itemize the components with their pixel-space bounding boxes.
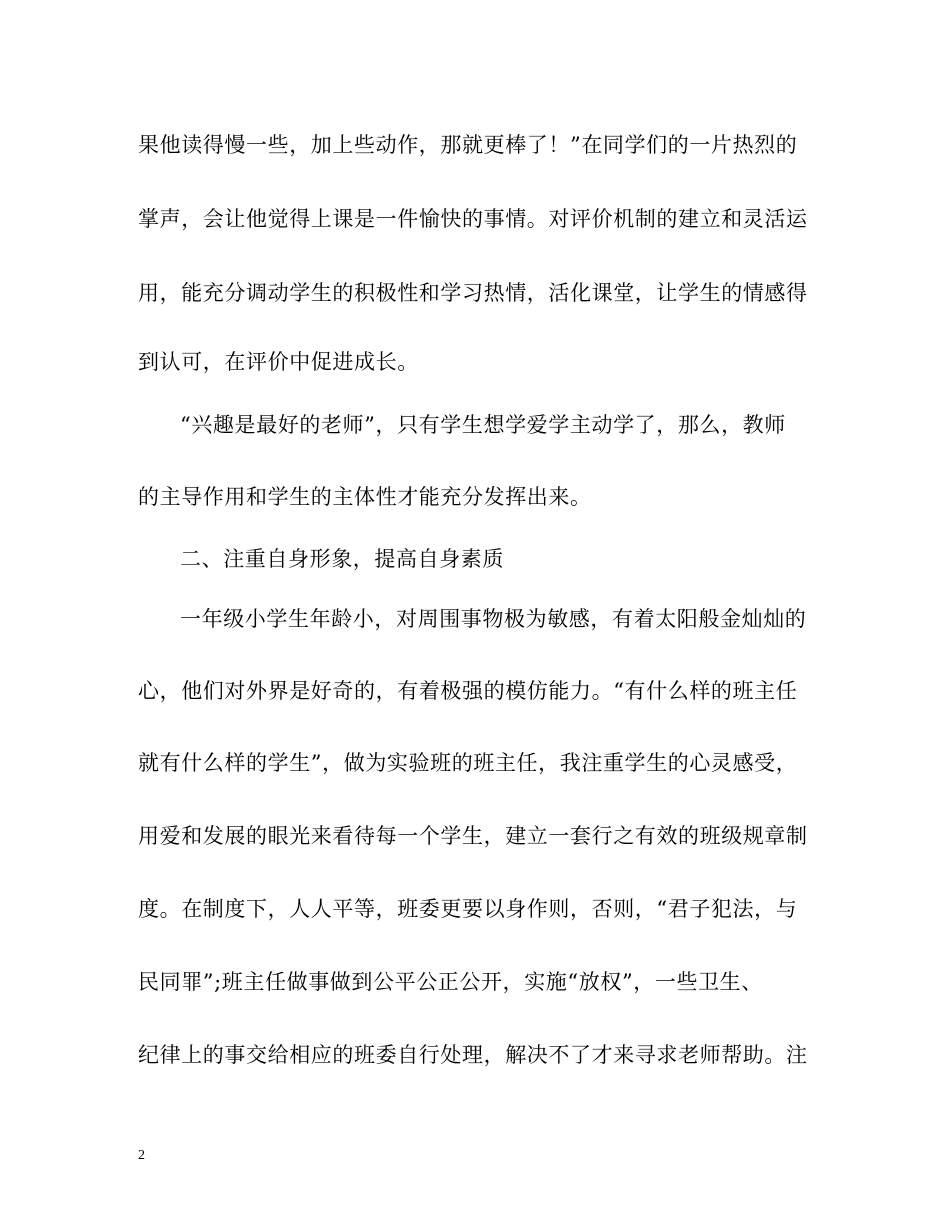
- text-line: 用爱和发展的眼光来看待每一个学生，建立一套行之有效的班级规章制: [138, 824, 808, 848]
- text-line: 到认可，在评价中促进成长。: [138, 350, 419, 374]
- text-line: 用，能充分调动学生的积极性和学习热情，活化课堂，让学生的情感得: [138, 281, 808, 305]
- text-line: 纪律上的事交给相应的班委自行处理，解决不了才来寻求老师帮助。注: [138, 1043, 808, 1067]
- text-line: 度。在制度下，人人平等，班委更要以身作则，否则，“君子犯法，与: [138, 897, 798, 921]
- text-line: 的主导作用和学生的主体性才能充分发挥出来。: [138, 485, 592, 509]
- page-number: 2: [138, 1148, 145, 1163]
- text-line: 果他读得慢一些，加上些动作，那就更棒了！”在同学们的一片热烈的: [138, 133, 798, 157]
- text-line: 掌声，会让他觉得上课是一件愉快的事情。对评价机制的建立和灵活运: [138, 207, 808, 231]
- section-heading: 二、注重自身形象，提高自身素质: [180, 547, 504, 571]
- text-line-indented: “兴趣是最好的老师”，只有学生想学爱学主动学了，那么，教师: [180, 413, 786, 437]
- text-line: 心，他们对外界是好奇的，有着极强的模仿能力。“有什么样的班主任: [138, 679, 798, 703]
- text-line: 就有什么样的学生”，做为实验班的班主任，我注重学生的心灵感受，: [138, 751, 798, 775]
- text-line-indented: 一年级小学生年龄小，对周围事物极为敏感，有着太阳般金灿灿的: [180, 607, 807, 631]
- text-line: 民同罪”;班主任做事做到公平公正公开，实施“放权”，一些卫生、: [138, 970, 763, 994]
